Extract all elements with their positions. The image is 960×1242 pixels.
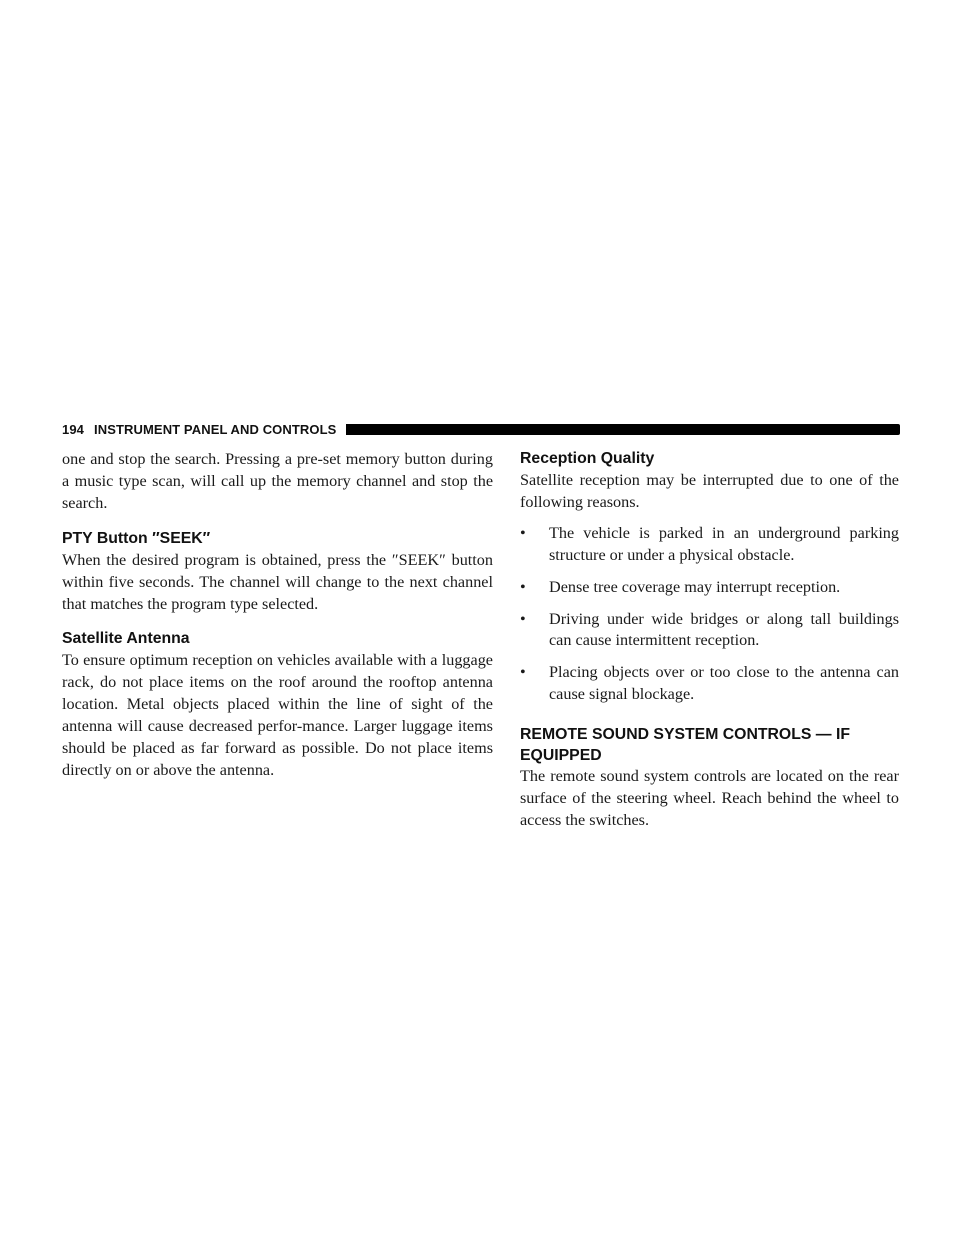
remote-sound-heading: REMOTE SOUND SYSTEM CONTROLS — IF EQUIPPED [520, 726, 850, 765]
list-item [520, 662, 899, 706]
section-title: INSTRUMENT PANEL AND CONTROLS [94, 421, 337, 437]
right-column [520, 449, 899, 832]
reception-quality-heading: Reception Quality [520, 450, 655, 467]
bullet-icon: • [520, 663, 526, 682]
left-column [62, 449, 493, 782]
intro-paragraph: one and stop the search. Pressing a pre-set memory button during a music type scan, will call up the memory channel and stop the search. [62, 450, 493, 512]
reception-quality-intro: Satellite reception may be interrupted due to one of the following reasons. [520, 471, 899, 511]
list-item-text: The vehicle is parked in an underground parking structure or under a physical obstacle. [549, 523, 899, 564]
bullet-icon: • [520, 609, 526, 628]
bullet-icon: • [520, 577, 526, 596]
header-rule-bar [346, 424, 900, 435]
list-item-text: Dense tree coverage may interrupt reception. [549, 577, 841, 596]
bullet-icon: • [520, 523, 526, 542]
remote-sound-body: The remote sound system controls are located on the rear surface of the steering wheel. Reach behind the wheel to access the switches. [520, 767, 899, 829]
list-item-text: Driving under wide bridges or along tall buildings can cause intermittent reception. [549, 609, 899, 650]
pty-seek-body: When the desired program is obtained, press the ″SEEK″ button within five seconds. The channel will change to the next channel that matches the program type selected. [62, 550, 493, 613]
satellite-antenna-body: To ensure optimum reception on vehicles available with a luggage rack, do not place items on the roof around the rooftop antenna location. Metal objects placed within the line of sight of the antenna will cause decreased perfor-mance. Larger luggage items should be placed as far forward as possible. Do not place items directly on or above the antenna. [62, 651, 493, 779]
pty-seek-heading: PTY Button ″SEEK″ [62, 529, 211, 547]
list-item [520, 609, 899, 653]
reception-reasons-list [520, 523, 899, 706]
page-header [62, 421, 900, 437]
satellite-antenna-heading: Satellite Antenna [62, 630, 190, 648]
list-item [520, 577, 899, 599]
page-number: 194 [62, 421, 84, 437]
list-item [520, 523, 899, 567]
list-item-text: Placing objects over or too close to the antenna can cause signal blockage. [549, 663, 899, 704]
